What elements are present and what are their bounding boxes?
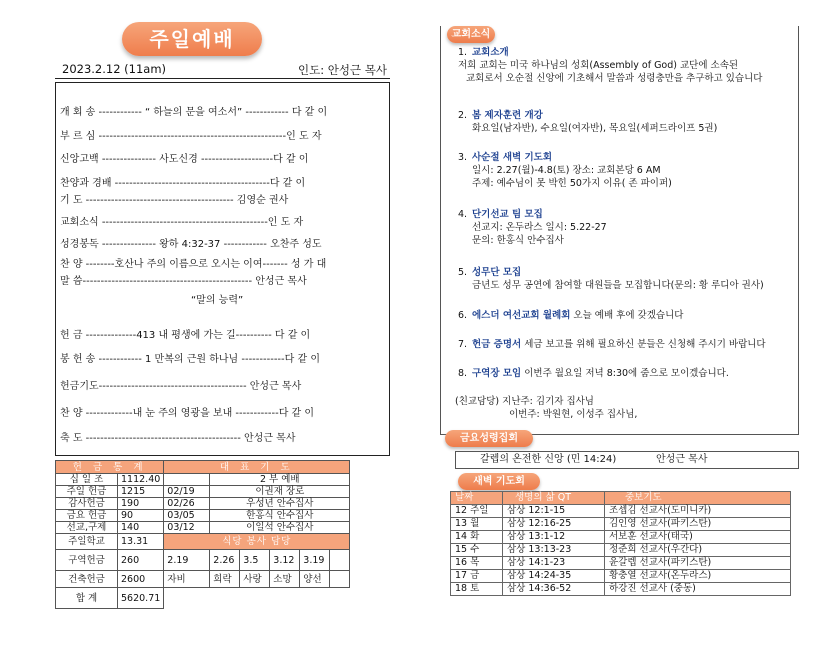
- prayer-name: 우성년 안수집사: [210, 498, 350, 510]
- offering-label: 건축헌금: [56, 571, 118, 588]
- lunch-group: 양선: [300, 571, 330, 588]
- order-item: 찬 양 --------호산나 주의 이름으로 오시는 이여------- 성 가 대: [60, 259, 327, 270]
- lunch-group: 희락: [210, 571, 240, 588]
- table-row: [451, 583, 791, 596]
- offering-label: 주일학교: [56, 534, 118, 550]
- order-item: 개 회 송 ------------ “ 하늘의 문을 여소서” ------------ 다 같 이: [60, 107, 328, 118]
- qt-day: 13 월: [451, 518, 503, 531]
- greeters-last-week: (친교담당) 지난주: 김기자 집사님: [455, 396, 594, 407]
- notice-number: 5.: [458, 267, 468, 278]
- page-title: 주일예배: [122, 22, 262, 56]
- notice-body: 이번주 월요일 저녁 8:30에 줌으로 모이겠습니다.: [521, 368, 729, 379]
- notice-title: 교회소개: [472, 47, 509, 58]
- blank-cell: [330, 550, 350, 571]
- qt-intercession: 서보훈 선교사(태국): [605, 531, 791, 544]
- qt-passage: 삼상 14:24-35: [503, 570, 605, 583]
- prayer-header: 대 표 기 도: [164, 461, 350, 474]
- qt-header: 생명의 삶 QT: [503, 492, 605, 505]
- notice-body: 오늘 예배 후에 갖겠습니다: [570, 310, 684, 321]
- prayer-name: 이권재 장로: [210, 486, 350, 498]
- service-date: 2023.2.12 (11am): [62, 62, 167, 76]
- notice-title: 구역장 모임: [472, 368, 522, 379]
- notice-number: 4.: [458, 209, 468, 220]
- worship-order: [55, 82, 390, 456]
- friday-tab: 금요성령집회: [445, 430, 533, 447]
- offering-amount: 260: [118, 550, 164, 571]
- qt-day: 18 토: [451, 583, 503, 596]
- prayer-date: [164, 474, 210, 486]
- notice-title: 단기선교 팀 모집: [472, 209, 543, 220]
- table-row: [451, 557, 791, 570]
- order-item: 찬 양 -------------내 눈 주의 영광을 보내 ------------다 같 이: [60, 408, 315, 419]
- prayer-name: 한홍식 안수집사: [210, 510, 350, 522]
- notice-line: 문의: 한홍식 안수집사: [472, 235, 564, 246]
- offering-label: 주일 헌금: [56, 486, 118, 498]
- notice-2: [458, 109, 717, 135]
- table-row: [451, 518, 791, 531]
- notice-line: 주제: 예수님이 못 박힌 50가지 이유( 존 파이퍼): [472, 178, 672, 189]
- greeters-this-week: 이번주: 박원현, 이성주 집사님,: [509, 409, 638, 420]
- notice-number: 2.: [458, 110, 468, 121]
- qt-intercession: 황충열 선교사(온두라스): [605, 570, 791, 583]
- notice-line: 금년도 성무 공연에 참여할 대원들을 모집합니다(문의: 황 루디아 권사): [472, 280, 764, 291]
- friday-service: [455, 451, 799, 469]
- notice-line: 일시: 2.27(월)-4.8(토) 장소: 교회본당 6 AM: [472, 165, 661, 176]
- order-item: 봉 헌 송 ------------ 1 만복의 근원 하나님 ------------다 같 이: [60, 354, 320, 365]
- qt-header: 중보기도: [605, 492, 791, 505]
- notice-line: 저희 교회는 미국 하나님의 성회(Assembly of God) 교단에 소속된: [458, 60, 739, 71]
- qt-intercession: 윤갈렙 선교사(파키스탄): [605, 557, 791, 570]
- order-item: 말 씀----------------------------------------------- 안성근 목사: [60, 276, 307, 287]
- notice-title: 헌금 증명서: [472, 339, 522, 350]
- qt-day: 15 수: [451, 544, 503, 557]
- friday-speaker: 안성근 목사: [656, 454, 708, 465]
- lunch-date: 3.12: [270, 550, 300, 571]
- offering-label: 감사헌금: [56, 498, 118, 510]
- lunch-header: 식당 봉사 담당: [164, 534, 350, 550]
- lunch-group: 소망: [270, 571, 300, 588]
- notice-6: [458, 309, 683, 322]
- lunch-group: 사랑: [240, 571, 270, 588]
- qt-intercession: 김인영 선교사(파키스탄): [605, 518, 791, 531]
- notice-number: 8.: [458, 368, 468, 379]
- order-item: 헌 금 --------------413 내 평생에 가는 길---------- 다 같 이: [60, 330, 311, 341]
- officiant: 인도: 안성근 목사: [298, 63, 387, 77]
- qt-passage: 삼상 12:1-15: [503, 505, 605, 518]
- offering-header: 헌 금 통 계: [56, 461, 164, 474]
- order-item: 찬양과 경배 -------------------------------------------다 같 이: [60, 178, 306, 189]
- order-item: 헌금기도----------------------------------------- 안성근 목사: [60, 381, 302, 392]
- offering-total-label: 합 계: [56, 588, 118, 609]
- offering-amount: 1215: [118, 486, 164, 498]
- table-row: [451, 505, 791, 518]
- dawn-prayer-table: [450, 491, 791, 596]
- offering-amount: 1112.40: [118, 474, 164, 486]
- order-item: 축 도 ------------------------------------------- 안성근 목사: [60, 433, 296, 444]
- divider: [55, 78, 390, 79]
- order-item: 부 르 심 ----------------------------------------------------인 도 자: [60, 131, 322, 142]
- blank-cell: [164, 588, 350, 609]
- notice-line: 교회로서 오순절 신앙에 기초해서 말씀과 성령충만을 추구하고 있습니다: [466, 73, 763, 84]
- lunch-date: 2.19: [164, 550, 210, 571]
- lunch-date: 2.26: [210, 550, 240, 571]
- offering-amount: 2600: [118, 571, 164, 588]
- notice-7: [458, 338, 766, 351]
- qt-intercession: 조셉김 선교사(도미니카): [605, 505, 791, 518]
- notice-number: 3.: [458, 152, 468, 163]
- notice-line: 선교지: 온두라스 일시: 5.22-27: [472, 222, 607, 233]
- offering-label: 금요 헌금: [56, 510, 118, 522]
- offering-amount: 13.31: [118, 534, 164, 550]
- notice-number: 7.: [458, 339, 468, 350]
- notice-title: 봄 제자훈련 개강: [472, 110, 543, 121]
- lunch-date: 3.19: [300, 550, 330, 571]
- qt-intercession: 정준희 선교사(우간다): [605, 544, 791, 557]
- offering-amount: 90: [118, 510, 164, 522]
- qt-passage: 삼상 13:1-12: [503, 531, 605, 544]
- qt-day: 14 화: [451, 531, 503, 544]
- notice-3: [458, 151, 672, 190]
- prayer-date: 02/26: [164, 498, 210, 510]
- notice-8: [458, 367, 729, 380]
- qt-intercession: 하강진 선교사 (중동): [605, 583, 791, 596]
- order-item: 성경봉독 --------------- 왕하 4:32-37 ------------ 오찬주 성도: [60, 239, 322, 250]
- sermon-title: “말의 능력”: [191, 295, 244, 306]
- lunch-group: 자비: [164, 571, 210, 588]
- notice-number: 1.: [458, 47, 468, 58]
- qt-day: 16 목: [451, 557, 503, 570]
- notice-title: 사순절 새벽 기도회: [472, 152, 553, 163]
- prayer-date: 02/19: [164, 486, 210, 498]
- offering-total: 5620.71: [118, 588, 164, 609]
- order-item: 기 도 ----------------------------------------- 김영순 권사: [60, 195, 289, 206]
- qt-passage: 삼상 13:13-23: [503, 544, 605, 557]
- qt-passage: 삼상 12:16-25: [503, 518, 605, 531]
- notice-5: [458, 266, 764, 292]
- notice-title: 에스더 여선교회 월례회: [472, 310, 571, 321]
- greeters: [455, 395, 637, 421]
- notice-title: 성무단 모집: [472, 267, 522, 278]
- order-item: 신앙고백 --------------- 사도신경 --------------------다 같 이: [60, 154, 309, 165]
- friday-title: 갈렙의 온전한 신앙 (민 14:24): [480, 454, 617, 465]
- notice-4: [458, 208, 607, 247]
- offering-amount: 190: [118, 498, 164, 510]
- prayer-name: 이일석 안수집사: [210, 522, 350, 534]
- news-tab: 교회소식: [447, 26, 495, 43]
- notice-1: [458, 46, 762, 85]
- offering-amount: 140: [118, 522, 164, 534]
- notice-line: 화요일(남자반), 수요일(여자반), 목요일(세퍼드라이프 5권): [472, 123, 718, 134]
- prayer-date: 03/12: [164, 522, 210, 534]
- prayer-date: 03/05: [164, 510, 210, 522]
- blank-cell: [330, 571, 350, 588]
- offering-label: 십 일 조: [56, 474, 118, 486]
- order-item: 교회소식 ----------------------------------------------인 도 자: [60, 217, 304, 228]
- notice-number: 6.: [458, 310, 468, 321]
- qt-passage: 삼상 14:1-23: [503, 557, 605, 570]
- qt-day: 12 주일: [451, 505, 503, 518]
- qt-header: 날짜: [451, 492, 503, 505]
- table-row: [451, 570, 791, 583]
- offering-label: 구역헌금: [56, 550, 118, 571]
- notice-body: 세금 보고를 위해 필요하신 분들은 신청해 주시기 바랍니다: [521, 339, 766, 350]
- offering-label: 선교,구제: [56, 522, 118, 534]
- qt-day: 17 금: [451, 570, 503, 583]
- dawn-prayer-tab: 새벽 기도회: [458, 473, 540, 490]
- offering-table: [55, 460, 350, 609]
- table-row: [451, 531, 791, 544]
- table-row: [451, 544, 791, 557]
- lunch-date: 3.5: [240, 550, 270, 571]
- prayer-name: 2 부 예배: [210, 474, 350, 486]
- qt-passage: 삼상 14:36-52: [503, 583, 605, 596]
